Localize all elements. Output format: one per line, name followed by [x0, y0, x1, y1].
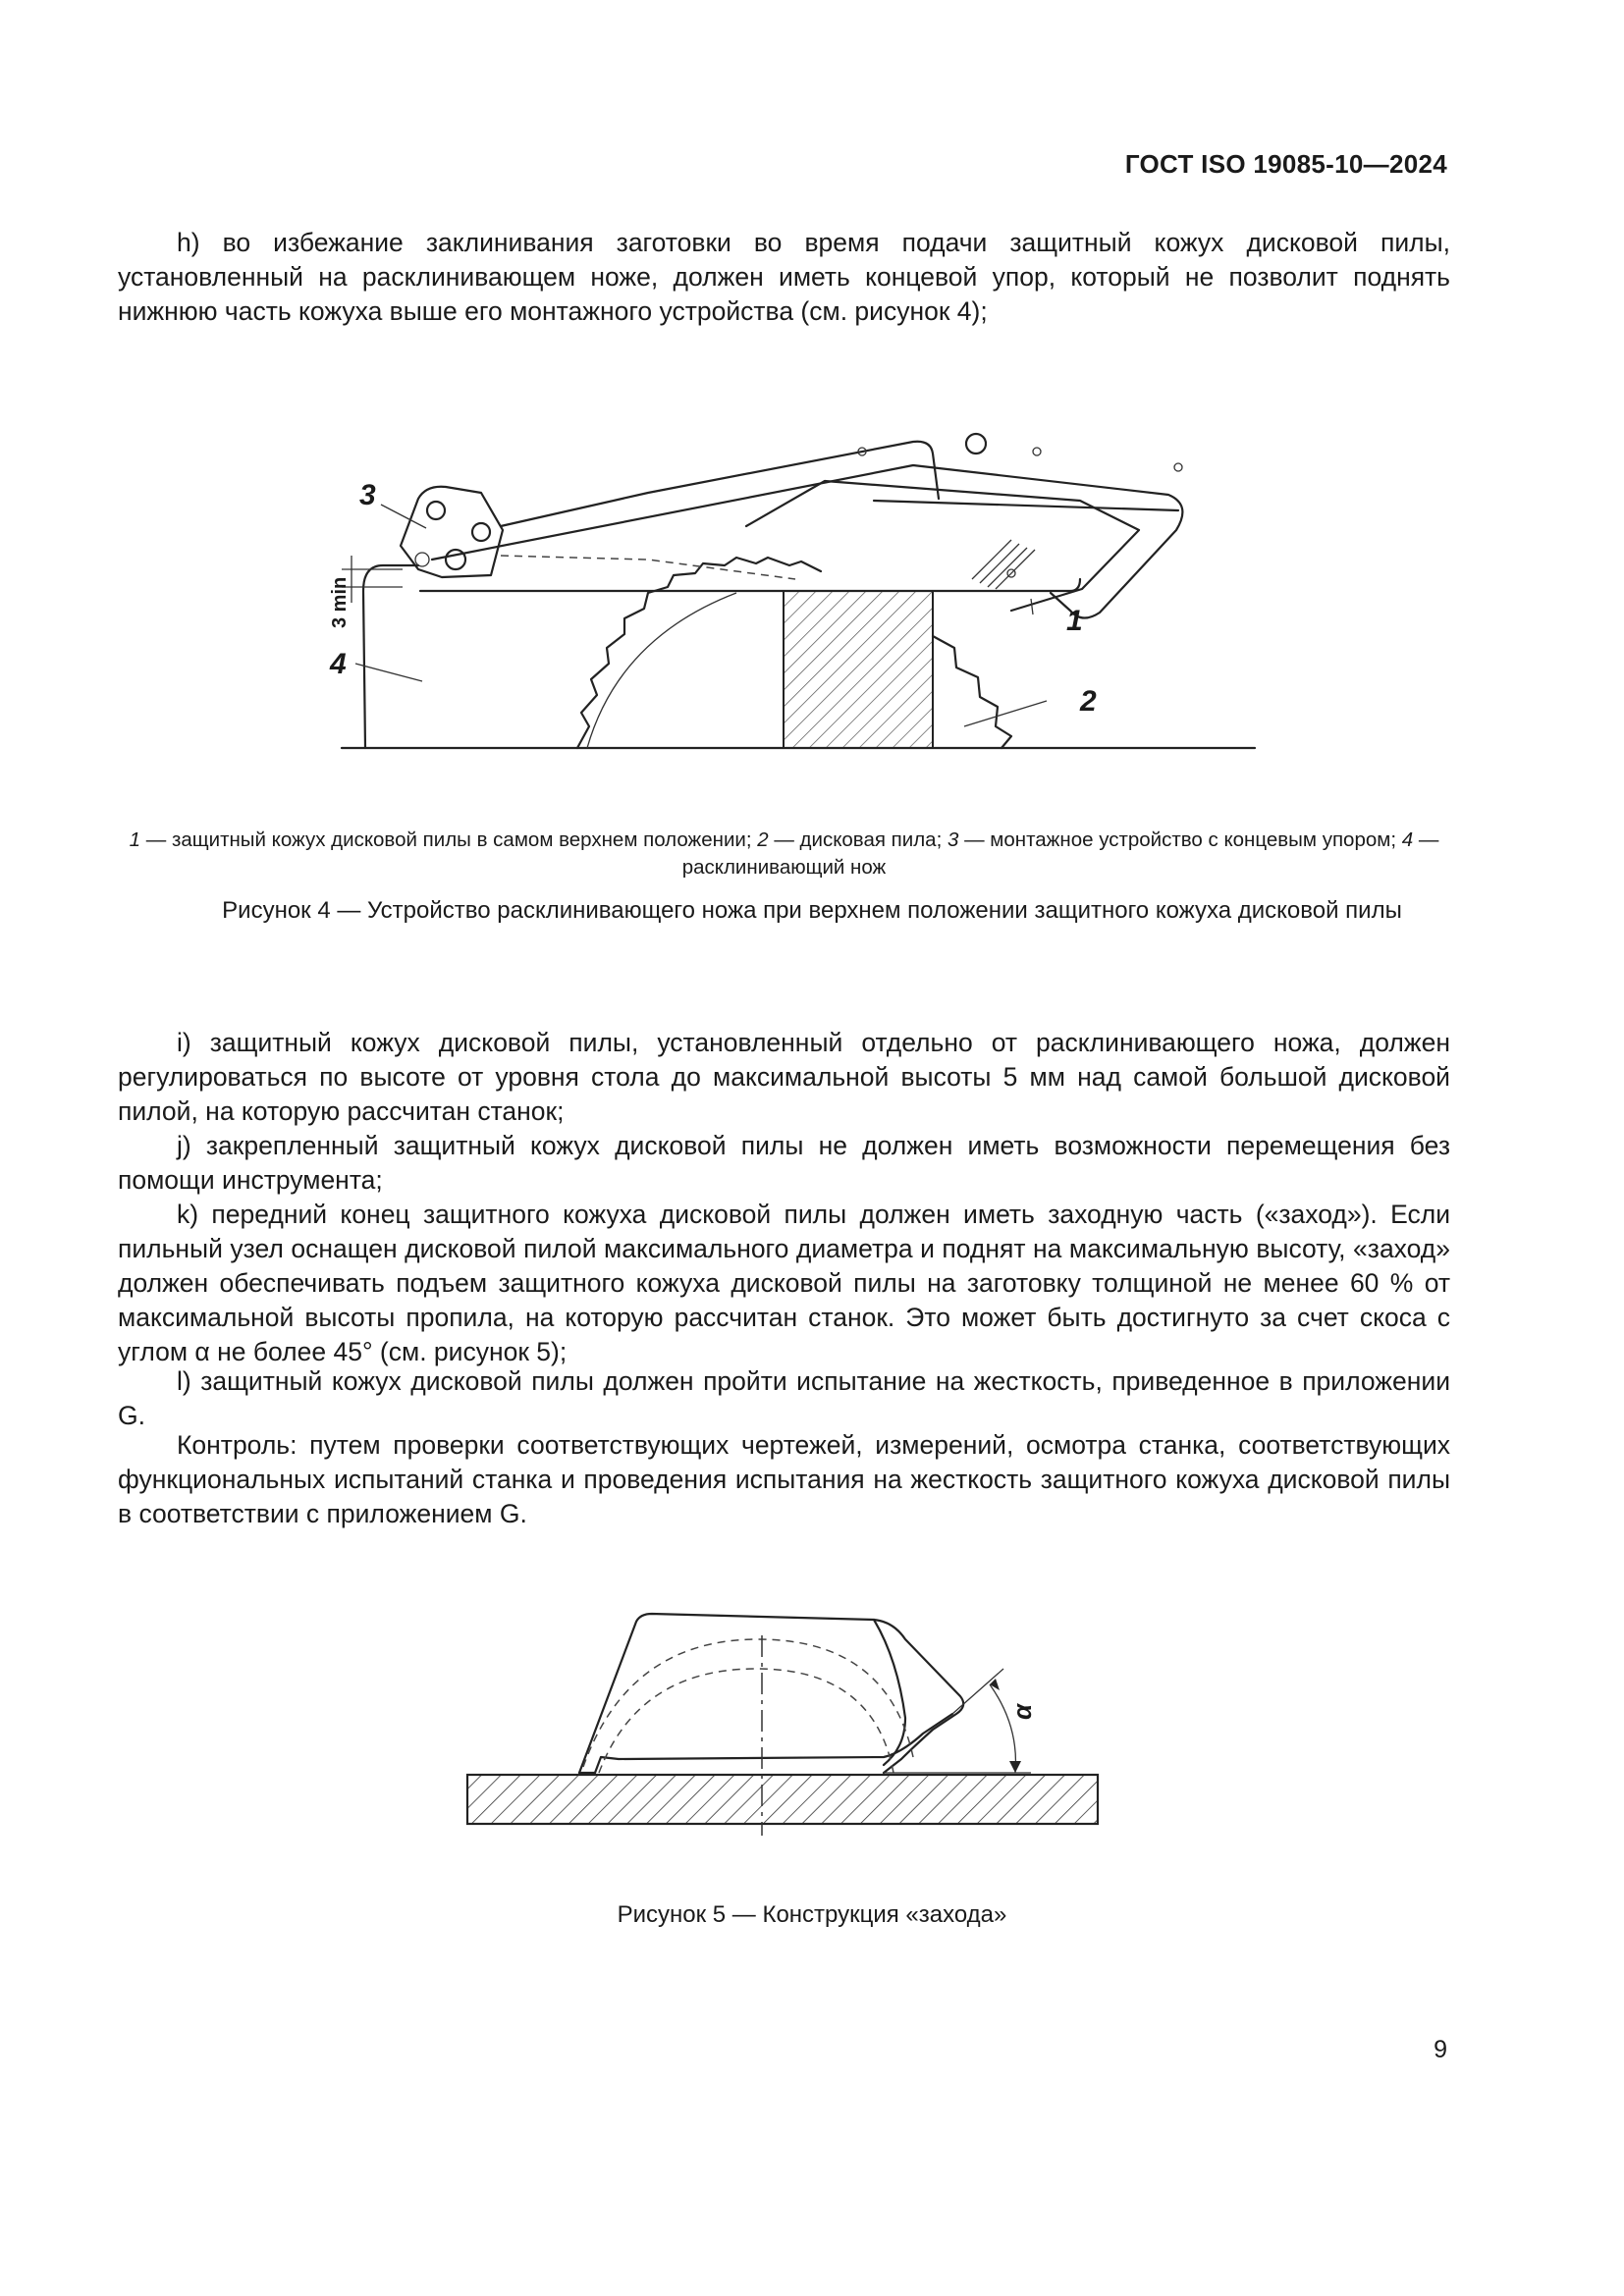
angle-label: α	[1007, 1703, 1037, 1720]
guard-inner-edge	[595, 1714, 952, 1773]
guard-pivot	[966, 434, 986, 454]
figure4-label-2: 2	[1080, 685, 1097, 718]
guard-front-edge	[874, 1620, 905, 1765]
guard-bolt	[1033, 448, 1041, 455]
figure-5-drawing	[461, 1600, 1110, 1845]
leader-line-3	[381, 505, 426, 528]
saw-blade-teeth-right	[933, 636, 1011, 748]
saw-blade-arc-outer	[583, 1639, 913, 1767]
mounting-bolt	[472, 523, 490, 541]
paragraph-j: j) закрепленный защитный кожух дисковой пилы не должен иметь возможности перемещения без помощи инструмента;	[118, 1131, 1450, 1195]
mounting-bolt	[446, 550, 465, 569]
leader-line-1	[1031, 599, 1033, 614]
dimension-label: 3 min	[329, 576, 351, 628]
legend-text-4: — расклинивающий нож	[681, 828, 1439, 879]
standard-header: ГОСТ ISO 19085-10—2024	[1124, 149, 1447, 179]
guard-bottom-edge	[420, 579, 1080, 591]
saw-blade-inner-arc	[587, 593, 736, 748]
angle-extension-line	[952, 1669, 1003, 1714]
table-section	[467, 1775, 1098, 1824]
paragraph-l: l) защитный кожух дисковой пилы должен пройти испытание на жесткость, приведенное в приложении G.	[118, 1366, 1450, 1430]
guard-rib	[996, 550, 1035, 589]
figure5-title: Рисунок 5 — Конструкция «захода»	[617, 1901, 1007, 1928]
legend-num-3: 3	[947, 828, 959, 851]
legend-num-2: 2	[757, 828, 769, 851]
lower-guard-hidden-line	[501, 556, 795, 579]
figure4-label-4: 4	[330, 648, 347, 680]
guard-outline	[579, 1614, 963, 1773]
page-number: 9	[1434, 2036, 1447, 2063]
mounting-bolt	[427, 502, 445, 519]
paragraph-k: k) передний конец защитного кожуха дисковой пилы должен иметь заходную часть («заход»). Если пильный узел оснащен дисковой пилой максимального диаметра и поднят на максимальную высоту, «заход» должен обеспечивать подъем защитного кожуха дисковой пилы на заготовку толщиной не менее 60 % от максимальной высоты пропила, на которую рассчитан станок. Это может быть достигнуто за счет скоса с углом α не более 45° (см. рисунок 5);	[118, 1200, 1450, 1366]
angle-arc	[990, 1684, 1015, 1773]
legend-num-1: 1	[129, 828, 141, 851]
figure4-label-3: 3	[359, 479, 376, 511]
riving-knife-outline	[363, 565, 418, 748]
figure-4-drawing	[324, 383, 1267, 766]
legend-text-2: — дисковая пила;	[768, 828, 947, 851]
legend-text-1: — защитный кожух дисковой пилы в самом верхнем положении;	[140, 828, 758, 851]
workpiece-section	[784, 591, 933, 748]
mounting-bolt	[415, 553, 429, 566]
leader-line-2	[964, 701, 1047, 726]
paragraph-i: i) защитный кожух дисковой пилы, установленный отдельно от расклинивающего ножа, должен регулироваться по высоте от уровня стола до максимальной высоты 5 мм над самой большой дисковой пилой, на которую рассчитан станок;	[118, 1028, 1450, 1126]
legend-text-3: — монтажное устройство с концевым упором;	[958, 828, 1402, 851]
angle-arrowhead	[1009, 1761, 1021, 1773]
guard-upper-arm-inner	[874, 501, 1178, 510]
guard-rib	[988, 548, 1027, 587]
paragraph-h: h) во избежание заклинивания заготовки во время подачи защитный кожух дисковой пилы, установленный на расклинивающем ноже, должен иметь концевой упор, который не позволит поднять нижнюю часть кожуха выше его монтажного устройства (см. рисунок 4);	[118, 228, 1450, 326]
figure4-legend	[118, 827, 1450, 881]
paragraph-control: Контроль: путем проверки соответствующих чертежей, измерений, осмотра станка, соответствующих функциональных испытаний станка и проведения испытания на жесткость защитного кожуха дисковой пилы в соответствии с приложением G.	[118, 1430, 1450, 1528]
legend-num-4: 4	[1401, 828, 1414, 851]
guard-rib	[972, 540, 1011, 579]
figure4-title: Рисунок 4 — Устройство расклинивающего ножа при верхнем положении защитного кожуха дисковой пилы	[222, 897, 1402, 924]
figure4-label-1: 1	[1066, 605, 1083, 637]
guard-bolt	[1174, 463, 1182, 471]
